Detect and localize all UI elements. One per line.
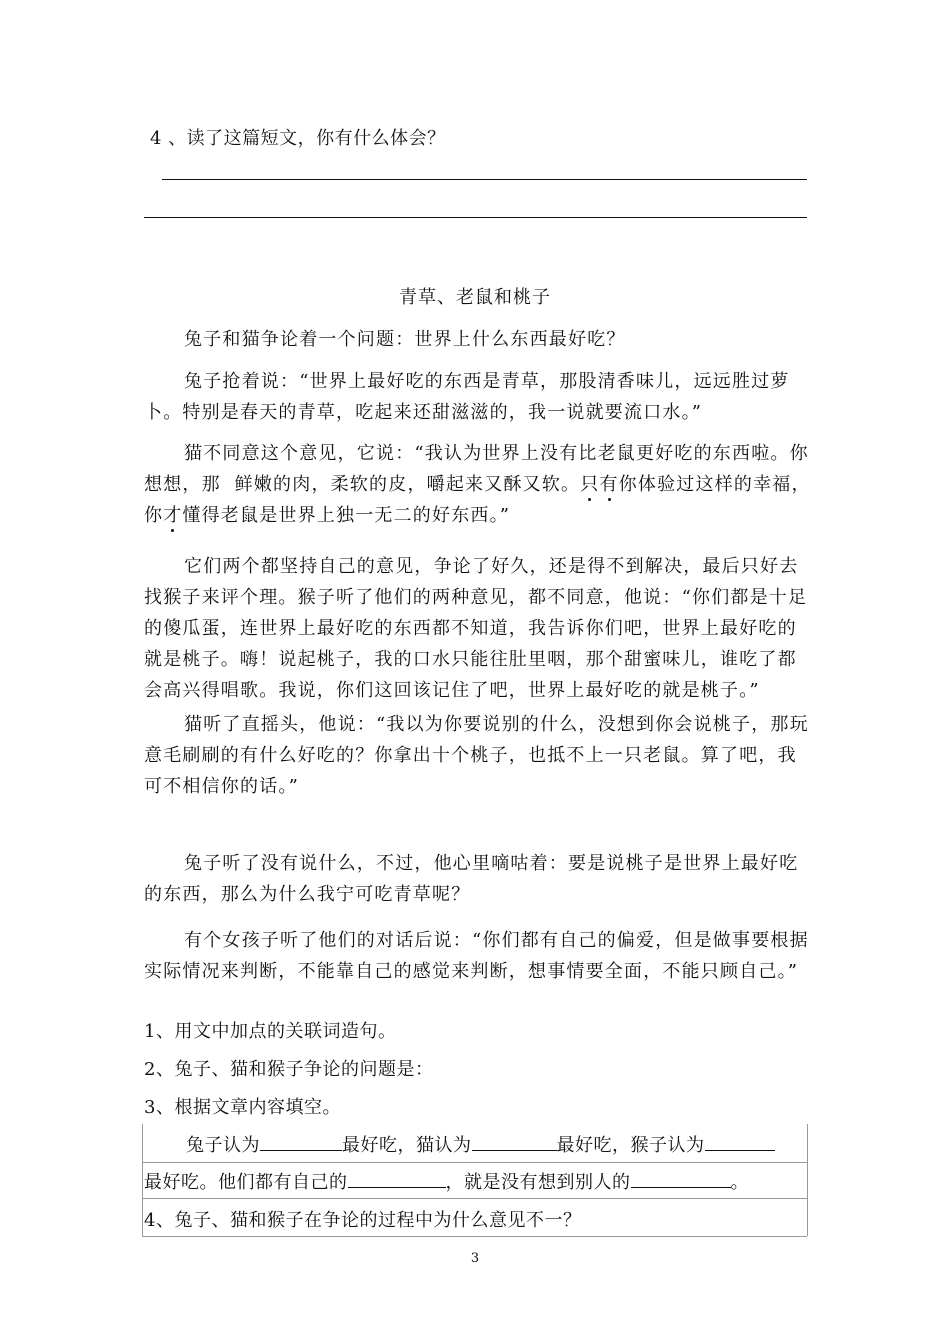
fill-2a: 最好吃。他们都有自己的: [144, 1172, 348, 1193]
fill-2b: ，就是没有想到别人的: [445, 1172, 631, 1193]
fill-box-left-border: [142, 1124, 143, 1236]
blank-others[interactable]: [631, 1169, 731, 1188]
fill-box-right-border: [807, 1124, 808, 1236]
blank-cat-food[interactable]: [472, 1132, 557, 1151]
page-number: 3: [470, 1251, 480, 1266]
question-1: 1、用文中加点的关联词造句。: [144, 1021, 397, 1042]
p3-text-d: 懂得老鼠是世界上独一无二的好东西。”: [182, 505, 511, 526]
fill-line-1: [186, 1131, 775, 1157]
p3-text-b: 鲜嫩的肉，柔软的皮，嚼起来又酥又软。: [234, 474, 581, 495]
fill-box-divider-2: [142, 1198, 807, 1199]
story-title: 青草、老鼠和桃子: [399, 287, 551, 308]
story-paragraph-4: 它们两个都坚持自己的意见，争论了好久，还是得不到解决，最后只好去找猴子来评个理。猴子听了他们的两种意见，都不同意，他说：“你们都是十足的傻瓜蛋，连世界上最好吃的东西都不知道，我告诉你们吧，世界上最好吃的就是桃子。嗨！说起桃子，我的口水只能往肚里咽，那个甜蜜味儿，谁吃了都会高兴得唱歌。我说，你们这回该记住了吧，世界上最好吃的就是桃子。”: [144, 556, 808, 701]
story-paragraph-2: 兔子抢着说：“世界上最好吃的东西是青草，那股清香味儿，远远胜过萝卜。特别是春天的青草，吃起来还甜滋滋的，我一说就要流口水。”: [144, 371, 790, 423]
story-paragraph-7: 有个女孩子听了他们的对话后说：“你们都有自己的偏爱，但是做事要根据实际情况来判断，不能靠自己的感觉来判断，想事情要全面，不能只顾自己。”: [144, 930, 809, 982]
answer-line-2[interactable]: [144, 217, 807, 218]
blank-rabbit-food[interactable]: [260, 1132, 342, 1151]
fill-1b: 最好吃，猫认为: [342, 1135, 472, 1156]
fill-line-2: [144, 1168, 749, 1194]
p3-text-c: 你体验过这样的幸福，你: [144, 474, 811, 526]
fill-2c: 。: [730, 1172, 749, 1193]
answer-line-1[interactable]: [162, 179, 807, 180]
dotted-char-cai: 才: [163, 505, 183, 526]
p3-text-a: 猫不同意这个意见，它说：“我认为世界上没有比老鼠更好吃的东西啦。你想想，那: [144, 443, 809, 495]
question-4: 4、兔子、猫和猴子在争论的过程中为什么意见不一？: [144, 1210, 582, 1231]
question-3: 3、根据文章内容填空。: [144, 1097, 341, 1118]
blank-preference[interactable]: [348, 1169, 446, 1188]
story-paragraph-5: 猫听了直摇头，他说：“我以为你要说别的什么，没想到你会说桃子，那玩意毛刷刷的有什么好吃的？你拿出十个桃子，也抵不上一只老鼠。算了吧，我可不相信你的话。”: [144, 714, 809, 797]
story-paragraph-6: 兔子听了没有说什么，不过，他心里嘀咕着：要是说桃子是世界上最好吃的东西，那么为什么我宁可吃青草呢？: [144, 853, 799, 905]
dotted-char-zhi: 只: [580, 474, 600, 495]
fill-1a: 兔子认为: [186, 1135, 260, 1156]
top-question: 4 、读了这篇短文，你有什么体会？: [150, 128, 446, 149]
fill-1c: 最好吃，猴子认为: [556, 1135, 705, 1156]
fill-box-divider-1: [142, 1162, 807, 1163]
fill-box-bottom: [142, 1236, 807, 1237]
dotted-char-you: 有: [599, 474, 619, 495]
story-paragraph-1: 兔子和猫争论着一个问题：世界上什么东西最好吃？: [184, 329, 626, 350]
story-paragraph-3: [144, 438, 812, 531]
question-2: 2、兔子、猫和猴子争论的问题是：: [144, 1059, 434, 1080]
blank-monkey-food[interactable]: [705, 1132, 775, 1151]
